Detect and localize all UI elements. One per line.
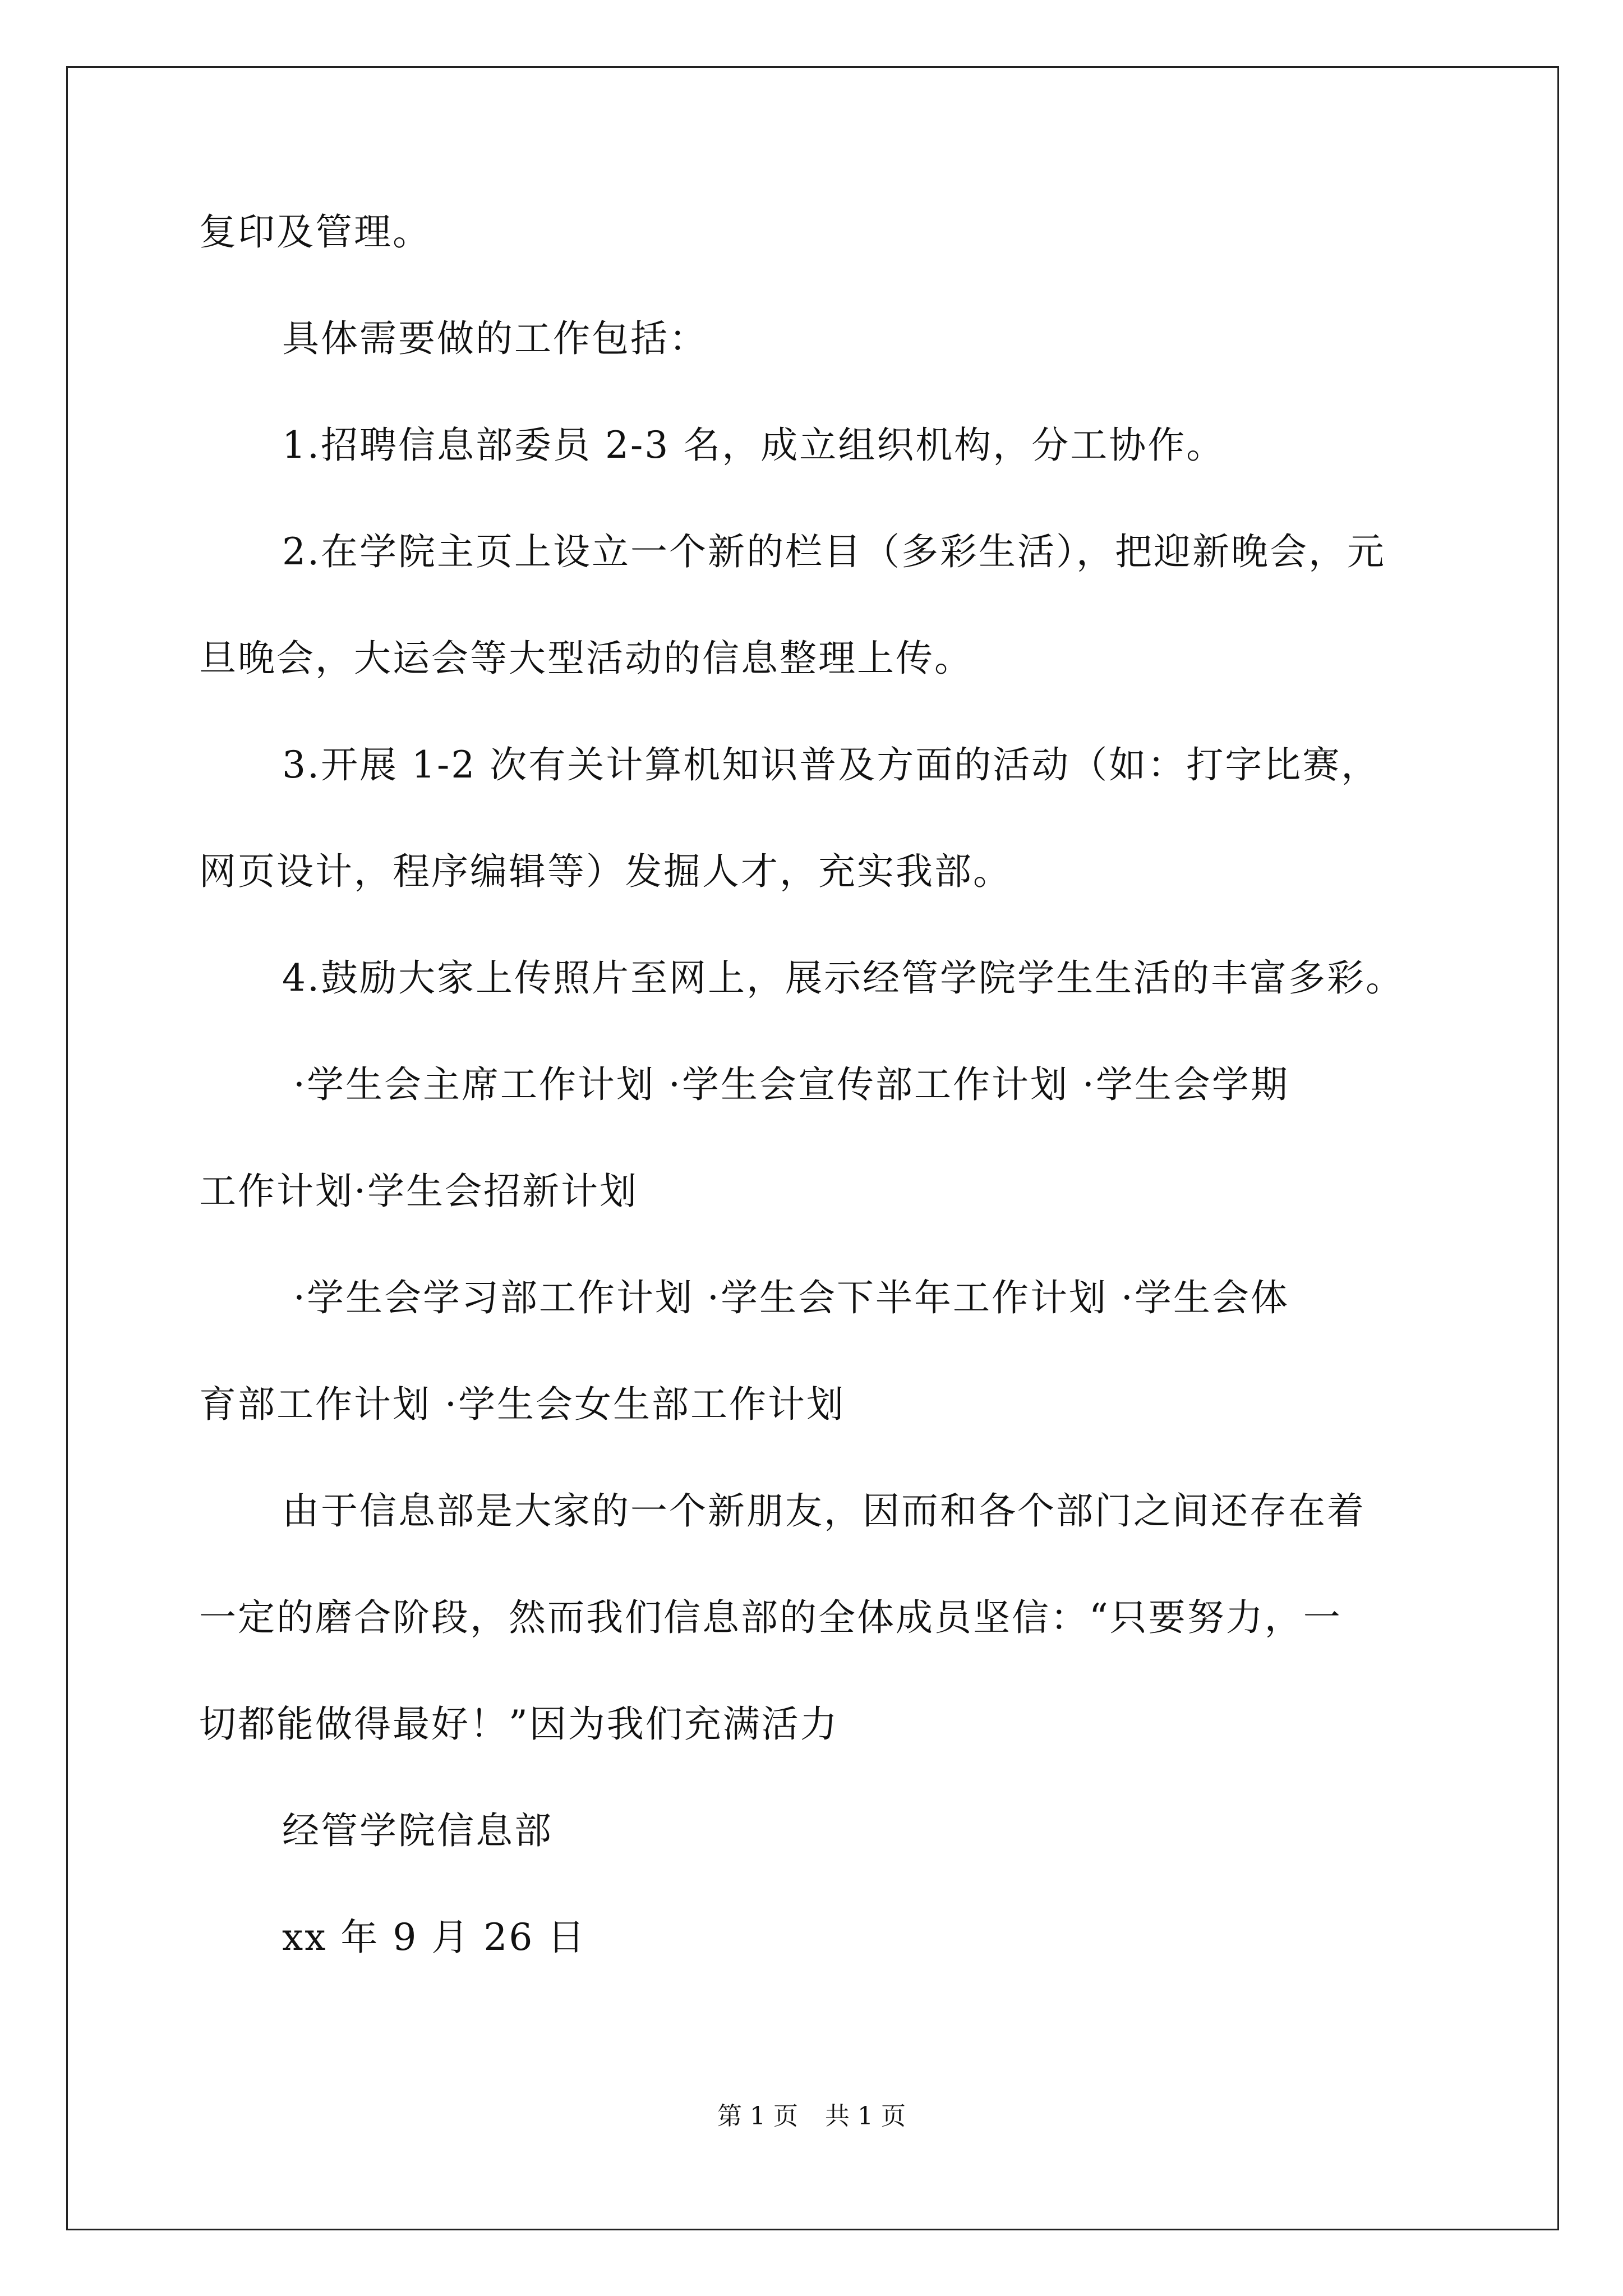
text-line: 一定的磨合阶段，然而我们信息部的全体成员坚信：“只要努力，一 — [199, 1596, 1342, 1639]
text-line: 复印及管理。 — [199, 210, 431, 254]
page-frame — [66, 66, 1559, 2230]
page-number: 第 1 页 — [717, 2102, 798, 2131]
page-footer — [0, 2101, 1623, 2132]
related-links-line: 工作计划·学生会招新计划 — [199, 1170, 638, 1213]
page-total: 共 1 页 — [825, 2102, 906, 2131]
list-item: 3.开展 1-2 次有关计算机知识普及方面的活动（如：打字比赛， — [282, 743, 1380, 786]
signature-organization: 经管学院信息部 — [282, 1809, 553, 1852]
text-line: 具体需要做的工作包括： — [282, 317, 708, 360]
text-line: 切都能做得最好！”因为我们充满活力 — [199, 1703, 839, 1746]
list-item: 4.鼓励大家上传照片至网上，展示经管学院学生生活的丰富多彩。 — [282, 956, 1404, 1000]
text-line: 网页设计，程序编辑等）发掘人才，充实我部。 — [199, 850, 1012, 893]
list-item: 2.在学院主页上设立一个新的栏目（多彩生活），把迎新晚会，元 — [282, 530, 1386, 573]
related-links-line: 育部工作计划 ·学生会女生部工作计划 — [199, 1383, 845, 1426]
list-item: 1.招聘信息部委员 2-3 名，成立组织机构，分工协作。 — [282, 424, 1225, 467]
related-links-line: ·学生会主席工作计划 ·学生会宣传部工作计划 ·学生会学期 — [293, 1063, 1289, 1106]
signature-date: xx 年 9 月 26 日 — [282, 1916, 587, 1959]
text-line: 旦晚会，大运会等大型活动的信息整理上传。 — [199, 637, 973, 680]
text-line: 由于信息部是大家的一个新朋友，因而和各个部门之间还存在着 — [282, 1489, 1366, 1533]
related-links-line: ·学生会学习部工作计划 ·学生会下半年工作计划 ·学生会体 — [293, 1276, 1289, 1319]
